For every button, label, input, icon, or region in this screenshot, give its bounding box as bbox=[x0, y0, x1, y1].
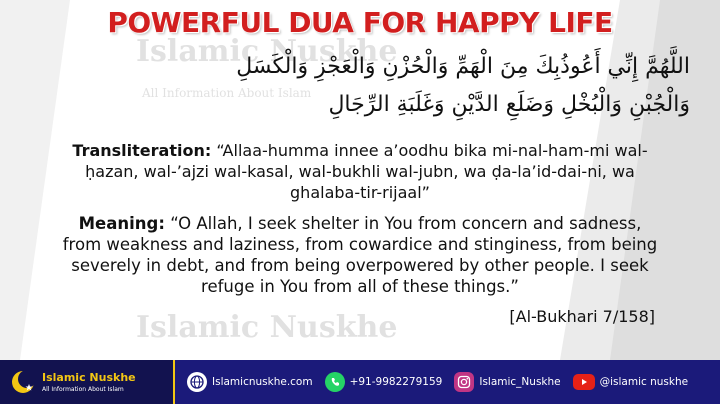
instagram-icon bbox=[454, 372, 474, 392]
transliteration-paragraph bbox=[60, 140, 660, 203]
transliteration-label: Transliteration: bbox=[72, 141, 212, 160]
footer-website-text: Islamicnuskhe.com bbox=[212, 376, 313, 388]
transliteration-text: “Allaa-humma innee a’oodhu bika mi-nal-ham-mi wal-ḥazan, wal-’ajzi wal-kasal, wal-bukhli wal-jubn, wa ḍa-la’id-dai-ni, wa ghalaba-tir-rijaal” bbox=[85, 141, 648, 202]
page-title: POWERFUL DUA FOR HAPPY LIFE bbox=[107, 6, 613, 39]
footer-logo-name: Islamic Nuskhe bbox=[42, 371, 136, 384]
meaning-paragraph bbox=[60, 213, 660, 297]
whatsapp-icon bbox=[325, 372, 345, 392]
footer-website-link[interactable] bbox=[187, 372, 313, 392]
meaning-text: “O Allah, I seek shelter in You from concern and sadness, from weakness and laziness, from cowardice and stinginess, from being severely in debt, and from being overpowered by other people. I seek refuge in You from all of these things.” bbox=[62, 214, 658, 296]
footer-logo bbox=[0, 360, 175, 404]
youtube-icon bbox=[573, 374, 595, 390]
watermark-tagline: All Information About Islam bbox=[142, 86, 312, 100]
watermark-brand-bottom: Islamic Nuskhe bbox=[136, 310, 398, 345]
footer-youtube-text: @islamic nuskhe bbox=[599, 376, 689, 388]
footer-youtube-link[interactable] bbox=[573, 374, 688, 390]
meaning-label: Meaning: bbox=[78, 214, 165, 233]
arabic-dua-line-2: وَالْجُبْنِ وَالْبُخْلِ وَضَلَعِ الدَّيْنِ وَغَلَبَةِ الرِّجَالِ bbox=[328, 92, 690, 117]
footer-whatsapp-text: +91-9982279159 bbox=[349, 376, 443, 388]
globe-icon bbox=[187, 372, 207, 392]
arabic-dua-line-1: اللَّهُمَّ إِنِّي أَعُوذُبِكَ مِنَ الْهَمِّ وَالْحُزْنِ وَالْعَجْزِ وَالْكَسَلِ bbox=[236, 54, 690, 79]
footer-whatsapp-link[interactable] bbox=[325, 372, 443, 392]
watermark-brand: Islamic Nuskhe bbox=[136, 34, 398, 69]
footer-logo-tagline: All Information About Islam bbox=[42, 386, 124, 393]
footer-bar bbox=[0, 360, 720, 404]
crescent-moon-icon bbox=[10, 369, 36, 395]
footer-instagram-link[interactable] bbox=[454, 372, 560, 392]
hadith-reference: [Al-Bukhari 7/158] bbox=[509, 307, 655, 326]
footer-instagram-text: Islamic_Nuskhe bbox=[479, 376, 561, 388]
